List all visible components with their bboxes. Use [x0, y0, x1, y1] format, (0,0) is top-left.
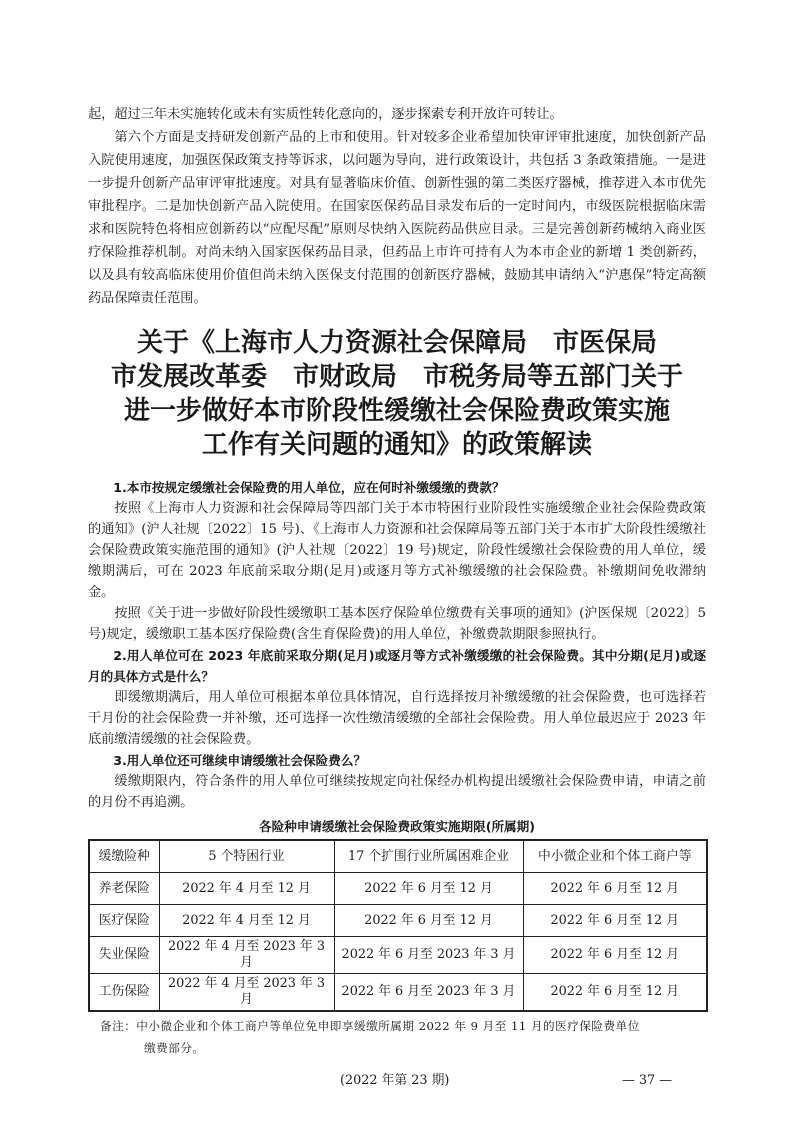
top-text	[88, 103, 706, 310]
issue-number: (2022 年第 23 期)	[340, 1073, 450, 1088]
article-body	[88, 477, 706, 813]
deferral-period-table	[88, 839, 708, 1012]
question-1: 1.本市按规定缓缴社会保险费的用人单位，应在何时补缴缓缴的费款？	[113, 480, 505, 495]
header-cell: 17 个扩围行业所属困难企业	[334, 840, 523, 873]
table-cell: 2022 年 6 月至 2023 年 3 月	[334, 937, 523, 974]
answer-2: 即缓缴期满后，用人单位可根据本单位具体情况，自行选择按月补缴缓缴的社会保险费，也可选择若干月份的社会保险费一并补缴，还可选择一次性缴清缓缴的全部社会保险费。用人单位最迟应于 2023 年底前缴清缓缴的社会保险费。	[88, 690, 706, 747]
paragraph: 起，超过三年未实施转化或未有实质性转化意向的，逐步探索专利开放许可转让。	[88, 107, 563, 122]
question-3: 3.用人单位还可继续申请缓缴社会保险费么？	[113, 753, 367, 768]
table-header-row	[89, 840, 707, 873]
answer-1-paragraph-2: 按照《关于进一步做好阶段性缓缴职工基本医疗保险单位缴费有关事项的通知》(沪医保规〔2022〕5 号)规定，缓缴职工基本医疗保险费(含生育保险费)的用人单位，补缴费款期限参照执行。	[88, 606, 706, 642]
table-cell: 2022 年 6 月至 12 月	[523, 974, 707, 1012]
table-cell: 医疗保险	[89, 905, 159, 937]
table-note	[88, 1015, 706, 1059]
answer-1-paragraph-1: 按照《上海市人力资源和社会保障局等四部门关于本市特困行业阶段性实施缓缴企业社会保险费政策的通知》(沪人社规〔2022〕15 号)、《上海市人力资源和社会保障局等五部门关于本市扩大阶段性缓缴社会保险费政策实施范围的通知》(沪人社规〔2022〕19 号)规定，阶段性缓缴社会保险费的用人单位，缓缴期满后，可在 2023 年底前采取分期(足月)或逐月等方式补缴缓缴的社会保险费。补缴期间免收滞纳金。	[88, 501, 706, 600]
table-cell: 2022 年 6 月至 12 月	[334, 905, 523, 937]
header-cell: 5 个特困行业	[159, 840, 334, 873]
table-cell: 工伤保险	[89, 974, 159, 1012]
title-line: 市发展改革委 市财政局 市税务局等五部门关于	[110, 362, 683, 392]
table-cell: 2022 年 4 月至 12 月	[159, 873, 334, 905]
page-number: — 37 —	[622, 1073, 673, 1088]
note-line: 缴费部分。	[144, 1041, 205, 1055]
table-row	[89, 873, 707, 905]
table-row	[89, 974, 707, 1012]
table-cell: 2022 年 6 月至 12 月	[523, 905, 707, 937]
table-row	[89, 905, 707, 937]
question-2: 2.用人单位可在 2023 年底前采取分期(足月)或逐月等方式补缴缓缴的社会保险费。其中分期(足月)或逐月的具体方式是什么？	[88, 648, 706, 684]
page-content	[88, 0, 706, 1111]
table-cell: 2022 年 6 月至 2023 年 3 月	[334, 974, 523, 1012]
table-cell: 失业保险	[89, 937, 159, 974]
table-cell: 2022 年 4 月至 2023 年 3 月	[159, 937, 334, 974]
table-row	[89, 937, 707, 974]
table-cell: 养老保险	[89, 873, 159, 905]
table-cell: 2022 年 6 月至 12 月	[523, 937, 707, 974]
header-cell: 缓缴险种	[89, 840, 159, 873]
table-cell: 2022 年 6 月至 12 月	[523, 873, 707, 905]
page-footer	[88, 1071, 706, 1091]
title-line: 关于《上海市人力资源社会保障局 市医保局	[136, 328, 657, 358]
table-caption: 各险种申请缓缴社会保险费政策实施期限(所属期)	[259, 819, 535, 834]
article-title	[58, 326, 736, 462]
paragraph: 第六个方面是支持研发创新产品的上市和使用。针对较多企业希望加快审评审批速度，加快创新产品入院使用速度，加强医保政策支持等诉求，以问题为导向，进行政策设计，共包括 3 条政策措施。一是进一步提升创新产品审评审批速度。对具有显著临床价值、创新性强的第二类医疗器械，推荐进入本市优先审批程序。二是加快创新产品入院使用。在国家医保药品目录发布后的一定时间内，市级医院根据临床需求和医院特色将相应创新药以“应配尽配”原则尽快纳入医院药品供应目录。三是完善创新药械纳入商业医疗保险推荐机制。对尚未纳入国家医保药品目录，但药品上市许可持有人为本市企业的新增 1 类创新药，以及具有较高临床使用价值但尚未纳入医保支付范围的创新医疗器械，鼓励其申请纳入“沪惠保”特定高额药品保障责任范围。	[88, 130, 706, 306]
title-line: 工作有关问题的通知》的政策解读	[201, 430, 592, 460]
table-cell: 2022 年 6 月至 12 月	[334, 873, 523, 905]
title-line: 进一步做好本市阶段性缓缴社会保险费政策实施	[123, 396, 670, 426]
note-line: 备注：中小微企业和个体工商户等单位免申即享缓缴所属期 2022 年 9 月至 11 月的医疗保险费单位	[100, 1019, 640, 1033]
answer-3: 缓缴期限内，符合条件的用人单位可继续按规定向社保经办机构提出缓缴社会保险费申请，申请之前的月份不再追溯。	[88, 774, 706, 810]
header-cell: 中小微企业和个体工商户等	[523, 840, 707, 873]
table-cell: 2022 年 4 月至 2023 年 3 月	[159, 974, 334, 1012]
table-cell: 2022 年 4 月至 12 月	[159, 905, 334, 937]
